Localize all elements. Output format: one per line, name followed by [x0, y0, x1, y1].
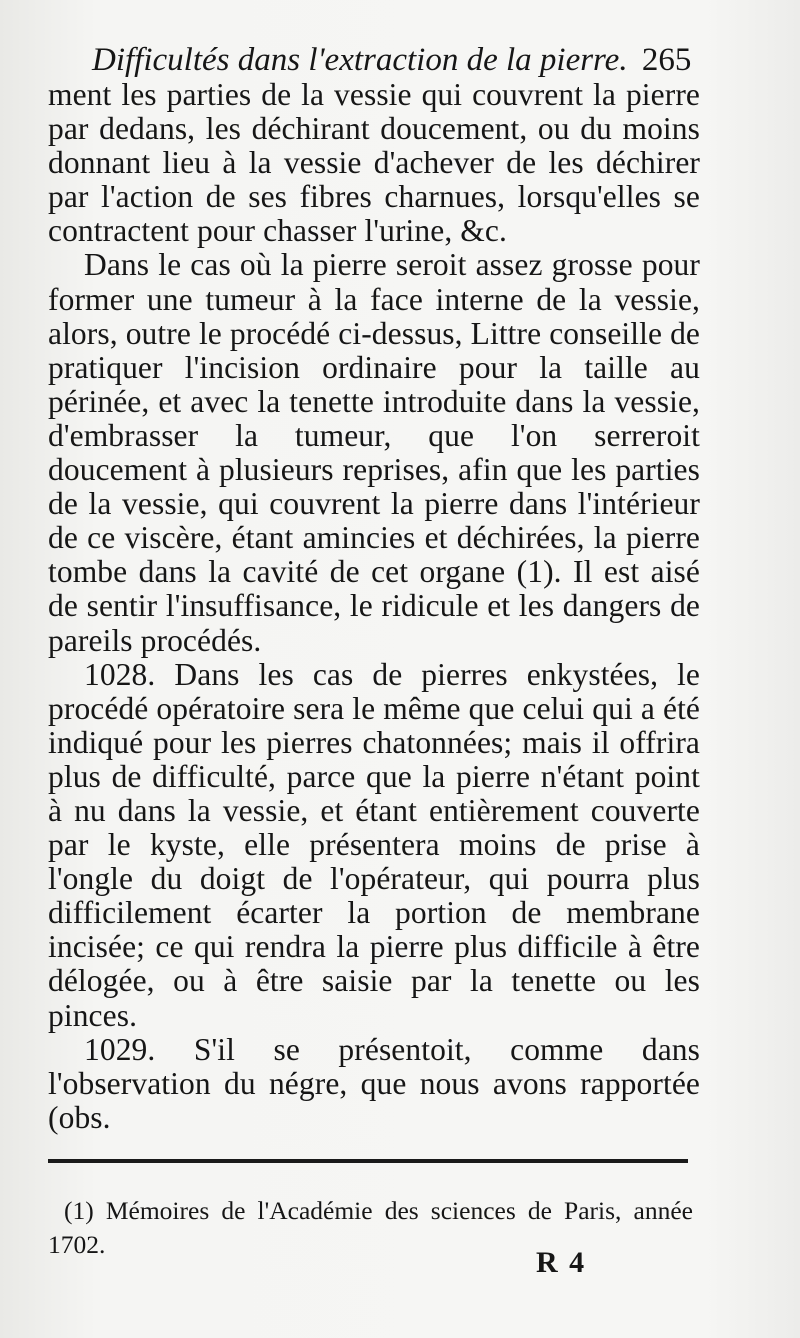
- footnote-divider: [48, 1159, 688, 1163]
- signature-mark: R 4: [536, 1246, 587, 1279]
- paragraph-continued: ment les parties de la vessie qui couvrent la pierre par dedans, les déchirant doucement, ou du moins donnant lieu à la vessie d'achever de les déchirer par l'action de ses fibres charnues, lorsqu'elles se contractent pour chasser l'urine, &c.: [48, 77, 700, 249]
- paragraph: Dans le cas où la pierre seroit assez grosse pour former une tumeur à la face interne de la vessie, alors, outre le procédé ci-dessus, Littre conseille de pratiquer l'incision ordinaire pour la taille au périnée, et avec la tenette introduite dans la vessie, d'embrasser la tumeur, que l'on serreroit doucement à plusieurs reprises, afin que les parties de la vessie, qui couvrent la pierre dans l'intérieur de ce viscère, étant amincies et déchirées, la pierre tombe dans la cavité de cet organe (1). Il est aisé de sentir l'insuffisance, le ridicule et les dangers de pareils procédés.: [48, 247, 700, 658]
- running-title: Difficultés dans l'extraction de la pierre.: [92, 42, 628, 78]
- footnote: [48, 1194, 693, 1262]
- page-number: 265: [641, 42, 692, 78]
- paragraph-1028: 1028. Dans les cas de pierres enkystées, le procédé opératoire sera le même que celui qui a été indiqué pour les pierres chatonnées; mais il offrira plus de difficulté, parce que la pierre n'étant point à nu dans la vessie, et étant entièrement couverte par le kyste, elle présentera moins de prise à l'ongle du doigt de l'opérateur, qui pourra plus difficilement écarter la portion de membrane incisée; ce qui rendra la pierre plus difficile à être délogée, ou à être saisie par la tenette ou les pinces.: [48, 656, 700, 1033]
- footnote-text: (1) Mémoires de l'Académie des sciences de Paris, année 1702.: [48, 1196, 693, 1259]
- paragraph-1029: 1029. S'il se présentoit, comme dans l'observation du négre, que nous avons rapportée (obs.: [48, 1031, 700, 1135]
- running-header: [92, 40, 692, 80]
- main-text: [48, 78, 700, 1135]
